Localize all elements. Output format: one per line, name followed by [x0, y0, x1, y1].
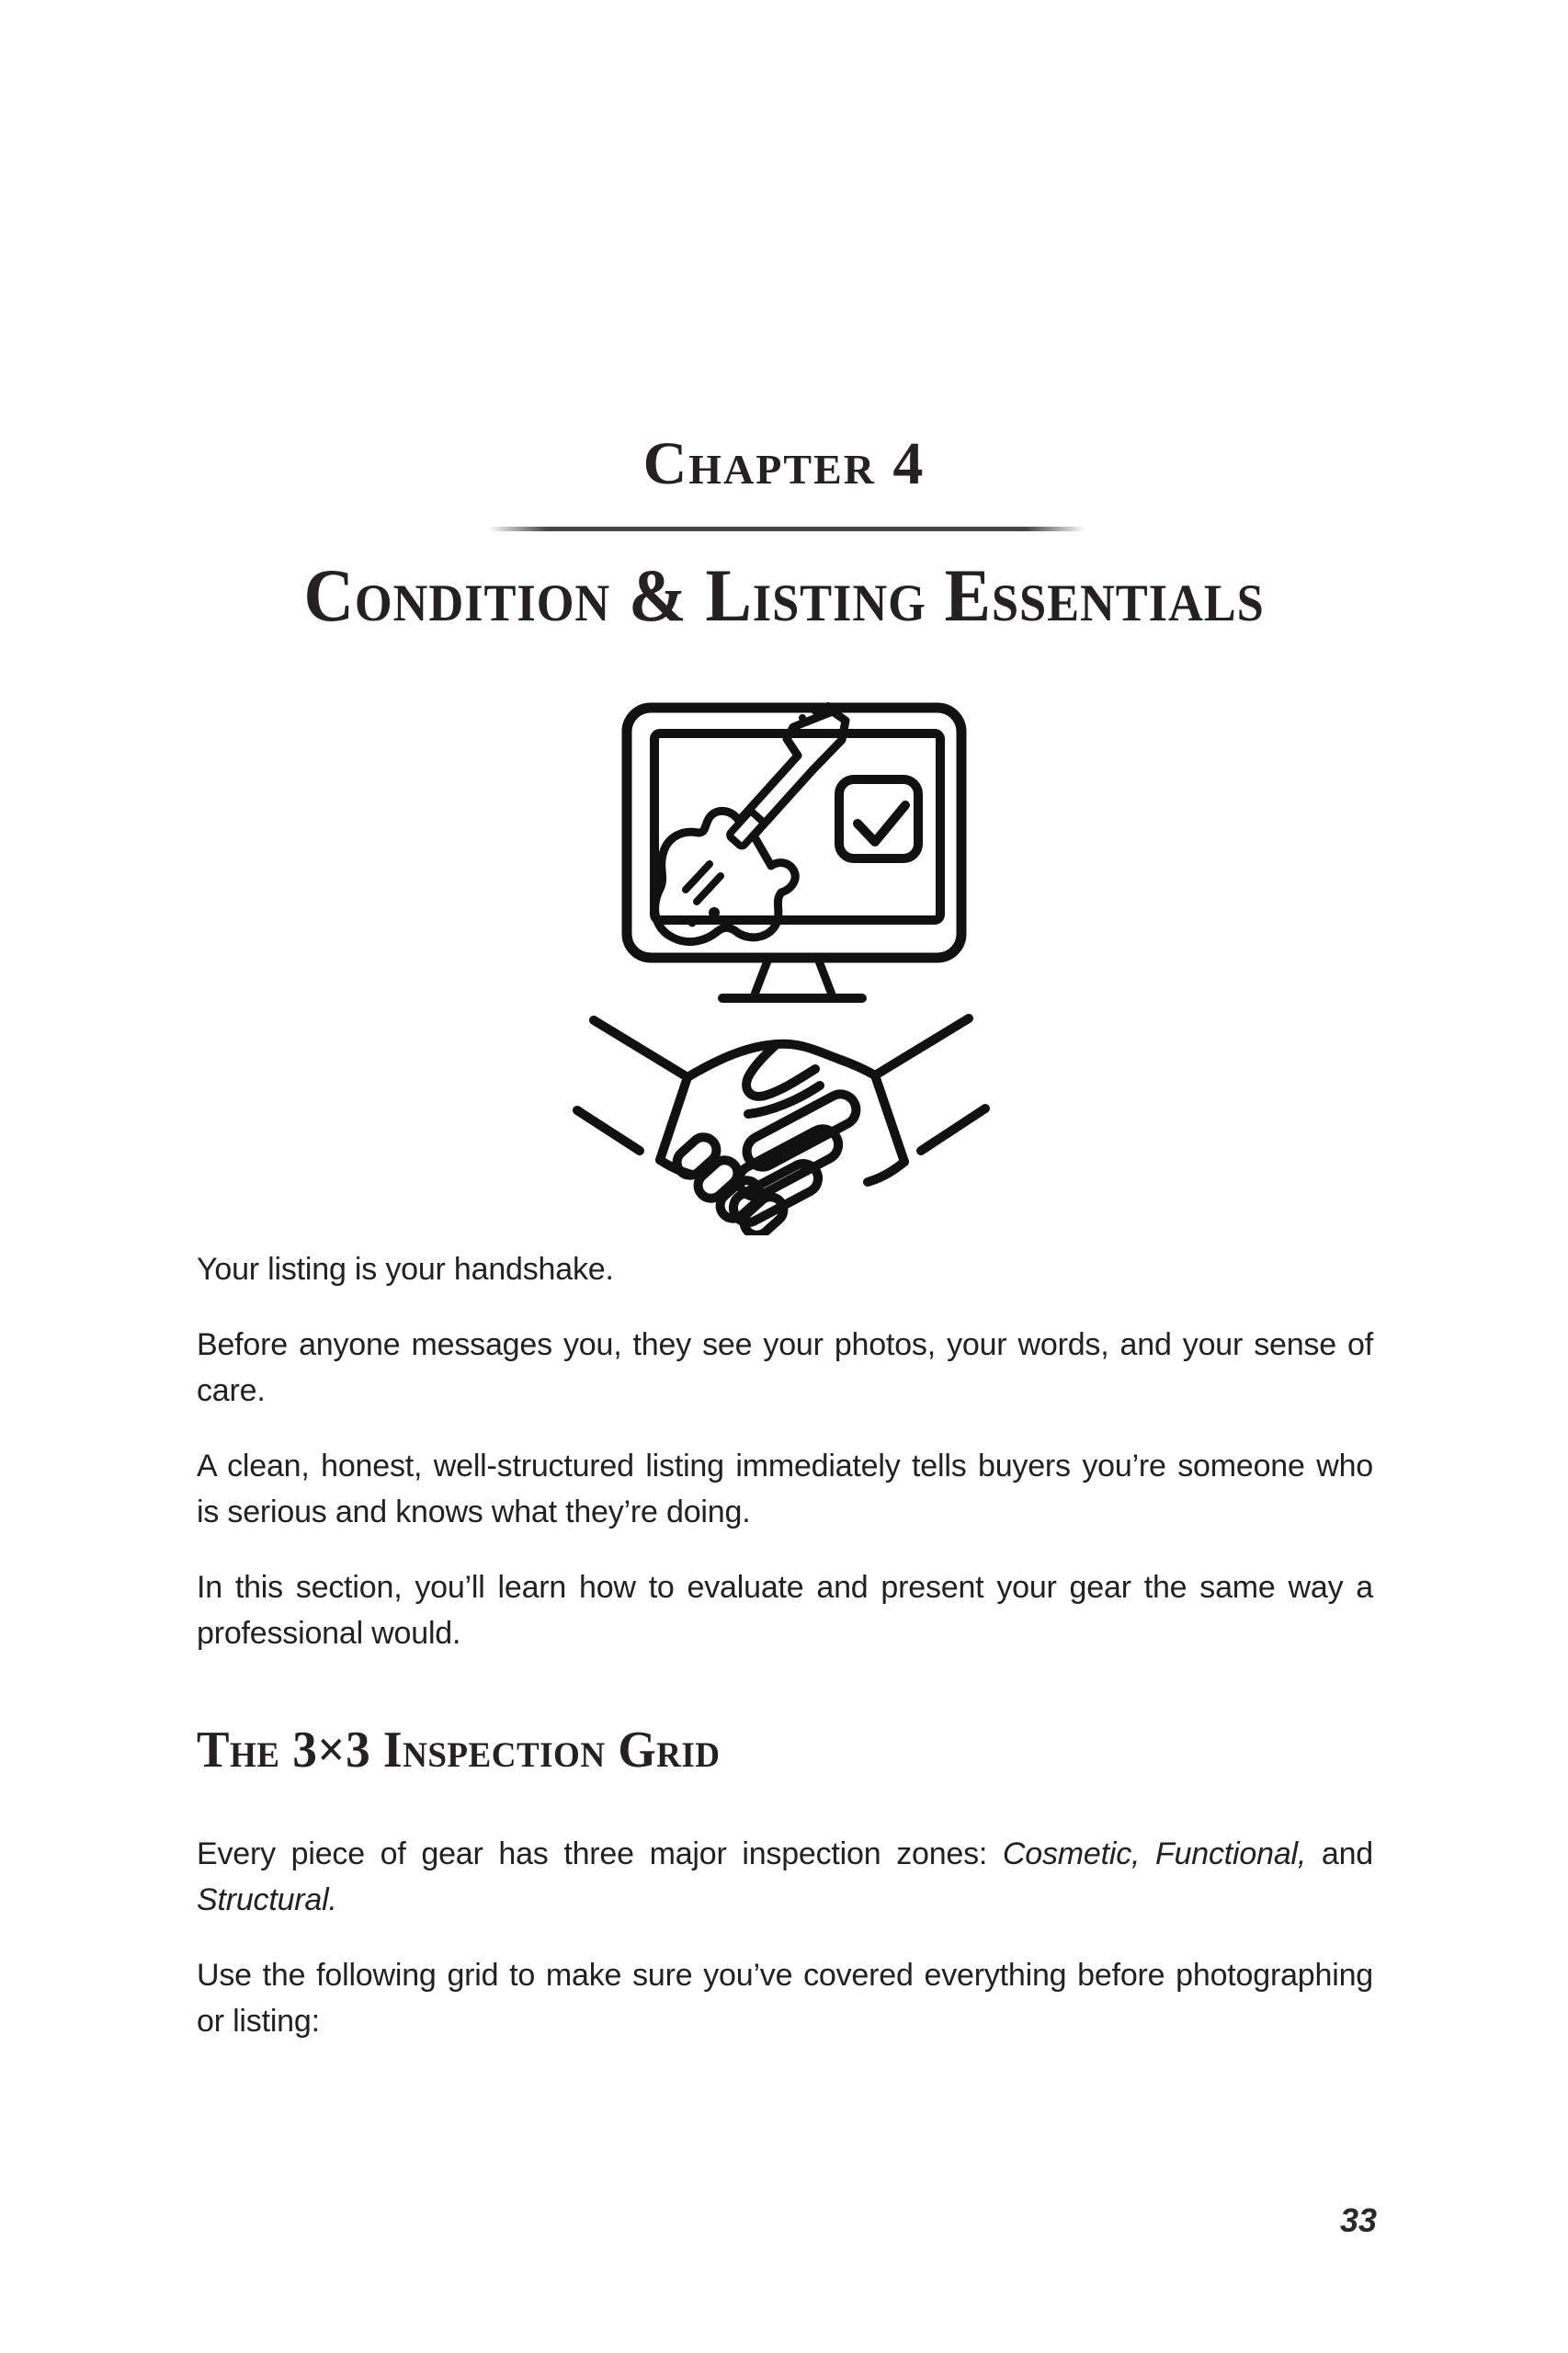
listing-illustration — [551, 699, 1011, 1235]
body-paragraph: Your listing is your handshake. — [197, 1252, 614, 1287]
paragraph-text-run: and — [1306, 1836, 1373, 1871]
page-number: 33 — [1339, 2201, 1377, 2239]
chapter-heading: Chapter 4 — [642, 430, 926, 497]
body-paragraph: Before anyone messages you, they see your photos, your words, and your sense of care. — [197, 1327, 1373, 1408]
paragraph-text-run: Every piece of gear has three major inspection zones: — [197, 1836, 1003, 1871]
page-title — [0, 551, 1568, 640]
body-paragraph: Use the following grid to make sure you’ve covered everything before photographing or listing: — [197, 1958, 1373, 2039]
body-paragraph — [197, 1831, 1373, 1923]
monitor-guitar-handshake-illustration — [551, 699, 1011, 1235]
paragraph-italic-run: Cosmetic, Functional, — [1002, 1836, 1307, 1871]
section-heading — [197, 1721, 1373, 1779]
body-paragraph: In this section, you’ll learn how to evaluate and present your gear the same way a professional would. — [197, 1570, 1373, 1651]
body-text-column — [197, 1246, 1373, 2074]
electric-guitar-icon — [655, 702, 846, 942]
body-paragraph: A clean, honest, well-structured listing immediately tells buyers you’re someone who is serious and knows what they’re doing. — [197, 1449, 1373, 1529]
chapter-divider-rule — [488, 527, 1085, 531]
section-heading-text: The 3×3 Inspection Grid — [197, 1722, 721, 1779]
handshake-icon — [577, 1018, 985, 1235]
paragraph-italic-run: Structural. — [197, 1882, 337, 1917]
page-title-text: Condition & Listing Essentials — [303, 553, 1265, 637]
checked-checkbox-icon — [839, 779, 918, 858]
